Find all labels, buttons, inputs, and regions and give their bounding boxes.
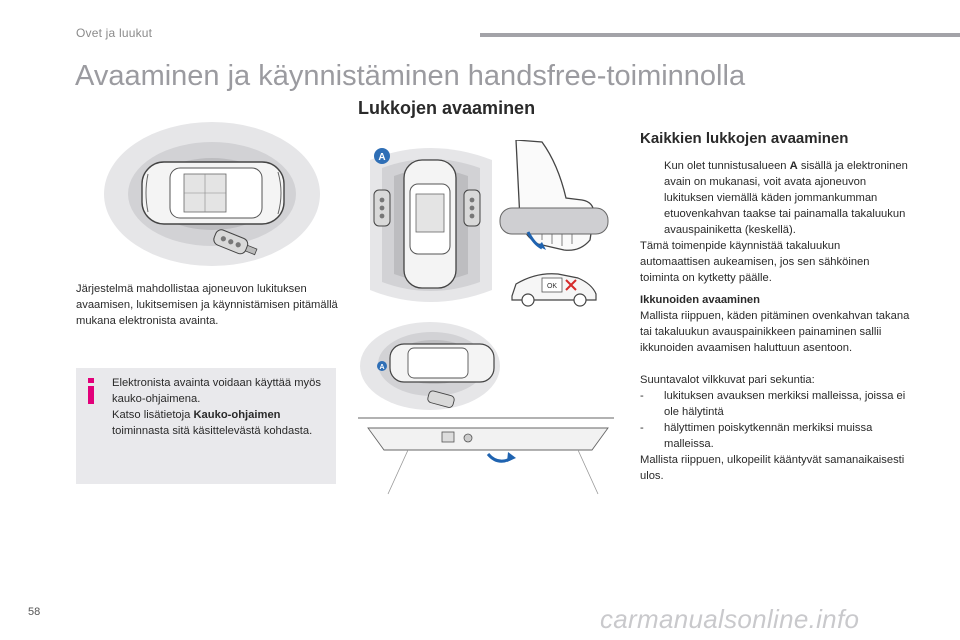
watermark: carmanualsonline.info xyxy=(600,604,860,634)
car-front-view-icon xyxy=(404,160,456,288)
trunk-button-figure xyxy=(358,414,618,498)
info-ref-link: Kauko-ohjaimen xyxy=(193,409,281,421)
zone-a-label: A xyxy=(378,152,386,163)
page-title: Avaaminen ja käynnistäminen handsfree-toiminnolla xyxy=(75,60,746,92)
hand-on-handle-figure xyxy=(498,140,614,260)
bullet-text-post: sisällä ja elektroninen avain on mukanasi, voit avata ajoneuvon lukituksen viemällä käden jommankumman etuovenkahvan taakse tai painamalla takaluukun avauspainiketta (keskellä). xyxy=(664,160,908,236)
info-icon xyxy=(86,378,96,404)
tailgate-paragraph: Tämä toimenpide käynnistää takaluukun automaattisen aukeamisen, jos sen sähköinen toiminta on kytketty päälle. xyxy=(640,240,870,284)
car-top-view-icon xyxy=(142,162,284,224)
mirrors-paragraph: Mallista riippuen, ulkopeilit kääntyvät samanaikaisesti ulos. xyxy=(640,454,905,482)
indicator-item: - hälyttimen poiskytkennän merkiksi muissa malleissa. xyxy=(640,422,873,450)
windows-paragraph: Mallista riippuen, käden pitäminen ovenkahvan takana tai takaluukun avauspainikkeen painaminen sallii ikkunoiden avaamisen haluttuun asentoon. xyxy=(640,310,910,354)
svg-text:OK: OK xyxy=(546,283,558,290)
indicator-item: - lukituksen avauksen merkiksi malleissa, joissa ei ole hälytintä xyxy=(640,390,906,418)
zone-a-trunk-figure xyxy=(360,318,508,418)
detection-zone-figure xyxy=(100,116,340,276)
trunk-button-icon xyxy=(464,434,472,442)
intro-text: Järjestelmä mahdollistaa ajoneuvon lukituksen avaamisen, lukitsemisen ja käynnistämisen pitämällä mukana elektronista avainta. xyxy=(76,283,338,327)
windows-heading: Ikkunoiden avaaminen xyxy=(640,294,760,306)
svg-text:A: A xyxy=(379,364,385,371)
header-rule xyxy=(480,33,960,37)
zone-a-figure xyxy=(360,140,500,310)
zone-reference: A xyxy=(789,160,798,172)
bullet-item xyxy=(640,158,910,238)
unlock-all-heading: Kaikkien lukkojen avaaminen xyxy=(640,130,849,147)
bullet-text-pre: Kun olet tunnistusalueen xyxy=(664,160,790,172)
info-ref-pre: Katso lisätietoja xyxy=(112,409,194,421)
page-number: 58 xyxy=(28,606,41,618)
indicators-intro: Suuntavalot vilkkuvat pari sekuntia: xyxy=(640,374,815,386)
info-ref-post: toiminnasta sitä käsittelevästä kohdasta. xyxy=(112,425,313,437)
unlock-instruction xyxy=(640,158,910,484)
info-line-2 xyxy=(112,407,324,439)
info-text xyxy=(112,375,324,439)
section-subtitle: Lukkojen avaaminen xyxy=(358,98,536,118)
car-side-status-figure xyxy=(506,266,602,310)
section-label: Ovet ja luukut xyxy=(76,26,153,40)
info-line-1: Elektronista avainta voidaan käyttää myös kauko-ohjaimena. xyxy=(112,377,321,405)
